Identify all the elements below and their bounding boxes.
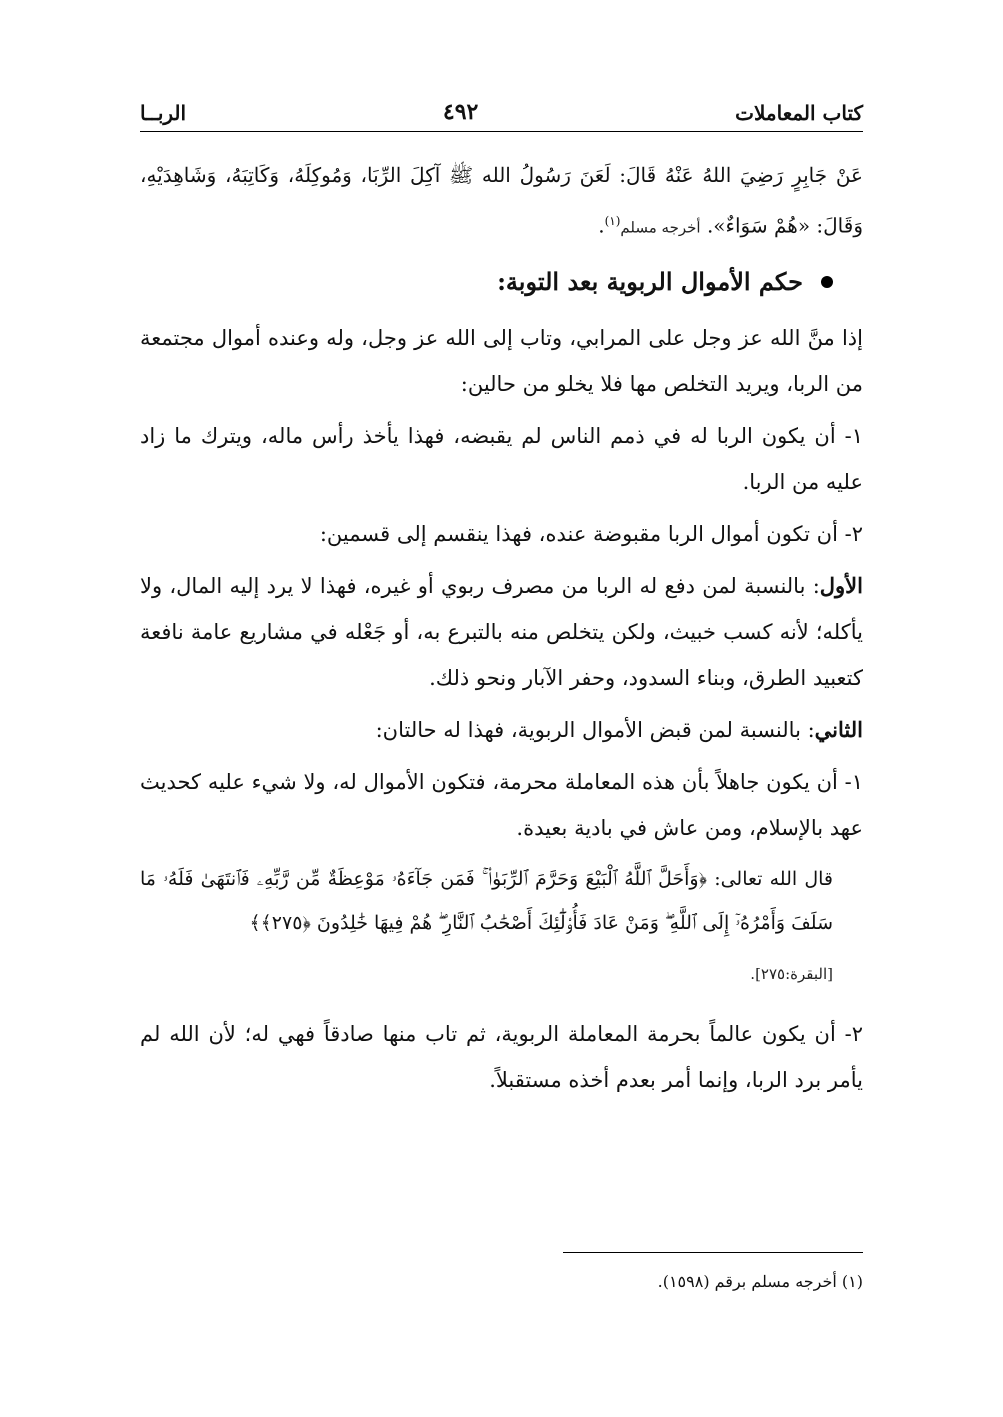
- hadith-source: أخرجه مسلم: [620, 218, 701, 237]
- section-title: الربــا: [140, 101, 187, 125]
- hadith-paragraph: عَنْ جَابِرٍ رَضِيَ اللهُ عَنْهُ قَالَ: لَعَنَ رَسُولُ الله ﷺ آكِلَ الرِّبَا، وَمُوكِلَهُ، وَكَاتِبَهُ، وَشَاهِدَيْهِ، وَقَالَ: «هُمْ سَوَاءٌ». أخرجه مسلم$^{(١)}$.: [140, 163, 863, 238]
- second-category-paragraph: [140, 707, 863, 753]
- section-heading: [140, 259, 863, 305]
- second-category-label: الثاني: [814, 716, 863, 742]
- section-heading-text: حكم الأموال الربوية بعد التوبة:: [497, 266, 803, 296]
- quran-reference: [البقرة:٢٧٥].: [750, 964, 833, 983]
- footnote-divider: [563, 1252, 863, 1253]
- sub-case-one-paragraph: ١- أن يكون جاهلاً بأن هذه المعاملة محرمة، فتكون الأموال له، ولا شيء عليه كحديث عهد بالإسلام، ومن عاش في بادية بعيدة.: [140, 769, 863, 840]
- chapter-title: كتاب المعاملات: [735, 101, 863, 125]
- main-text: [140, 152, 863, 1109]
- hadith-text: عَنْ جَابِرٍ رَضِيَ اللهُ عَنْهُ قَالَ: لَعَنَ رَسُولُ الله ﷺ آكِلَ الرِّبَا، وَمُوكِلَهُ، وَكَاتِبَهُ، وَشَاهِدَيْهِ، وَقَالَ: «هُمْ سَوَاءٌ».: [140, 163, 863, 238]
- bullet-icon: [821, 276, 833, 288]
- first-category-text: : بالنسبة لمن دفع له الربا من مصرف ربوي أو غيره، فهذا لا يرد إليه المال، ولا يأكله؛ لأنه كسب خبيث، ولكن يتخلص منه بالتبرع به، أو جَعْله في مشاريع عامة نافعة كتعبيد الطرق، وبناء السدود، وحفر الآبار ونحو ذلك.: [140, 573, 863, 690]
- quran-intro: قال الله تعالى:: [707, 867, 834, 890]
- quran-verse: ﴿وَأَحَلَّ ٱللَّهُ ٱلْبَيْعَ وَحَرَّمَ ٱلرِّبَوٰا۟ ۚ فَمَن جَآءَهُۥ مَوْعِظَةٌ مِّن رَّبِّهِۦ فَٱنتَهَىٰ فَلَهُۥ مَا سَلَفَ وَأَمْرُهُۥٓ إِلَى ٱللَّهِ ۖ وَمَنْ عَادَ فَأُو۟لَٰٓئِكَ أَصْحَٰبُ ٱلنَّارِ ۖ هُمْ فِيهَا خَٰلِدُونَ ﴿٢٧٥﴾﴾: [140, 867, 833, 934]
- sub-case-two-paragraph: ٢- أن يكون عالماً بحرمة المعاملة الربوية، ثم تاب منها صادقاً فهي له؛ لأن الله لم يأمر برد الربا، وإنما أمر بعدم أخذه مستقبلاً.: [140, 1021, 863, 1092]
- case-two-paragraph: ٢- أن تكون أموال الربا مقبوضة عنده، فهذا ينقسم إلى قسمين:: [319, 521, 863, 546]
- first-category-label: الأول: [819, 572, 863, 598]
- first-category-paragraph: [140, 563, 863, 701]
- footnote: (١) أخرجه مسلم برقم (١٥٩٨).: [657, 1272, 863, 1291]
- page-number: ٤٩٢: [442, 99, 479, 125]
- second-category-text: : بالنسبة لمن قبض الأموال الربوية، فهذا له حالتان:: [375, 717, 815, 742]
- quran-paragraph: [140, 857, 863, 945]
- running-header: [140, 92, 863, 132]
- intro-paragraph: إذا منَّ الله عز وجل على المرابي، وتاب إلى الله عز وجل، وله وعنده أموال مجتمعة من الربا، ويريد التخلص مها فلا يخلو من حالين:: [140, 325, 863, 396]
- footnote-marker: (١): [604, 214, 621, 228]
- case-one-paragraph: ١- أن يكون الربا له في ذمم الناس لم يقبضه، فهذا يأخذ رأس ماله، ويترك ما زاد عليه من الربا.: [140, 423, 863, 494]
